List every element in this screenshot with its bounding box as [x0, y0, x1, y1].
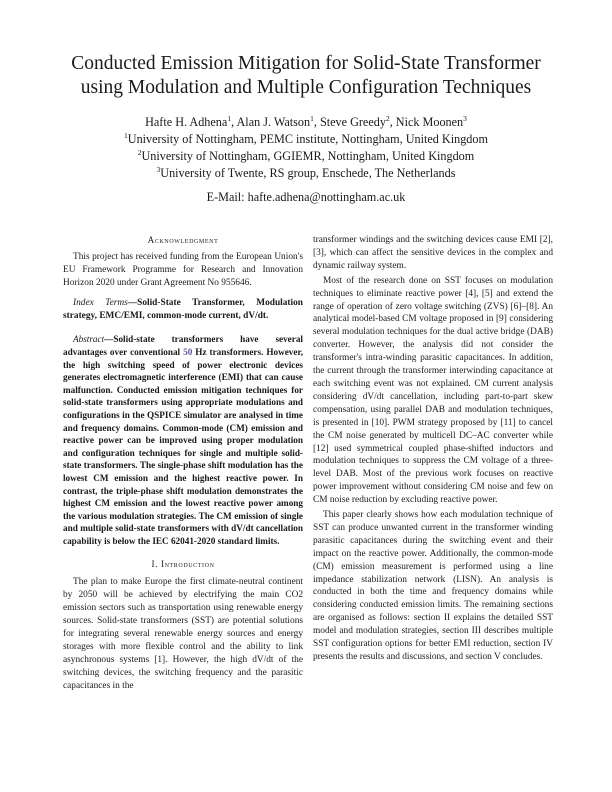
- title-line-2: using Modulation and Multiple Configuration Techniques: [80, 77, 532, 98]
- abstract: [63, 333, 303, 547]
- introduction-paragraph-3: This paper clearly shows how each modulation technique of SST can produce unwanted current in the transformer winding parasitic capacitances during the switching event and their impact on the reactive power. Additionally, the common-mode (CM) emission measurement is performed using a line impedance stabilization network (LISN). An analysis is conducted in both the time and frequency domains while considering conducted emission limits. The remaining sections are organised as follows: section II explains the detailed SST model and modulation strategies, section III describes multiple SST configuration options for better EMI reduction, section IV presents the results and discussions, and section V concludes.: [313, 510, 553, 662]
- author-names: Hafte H. Adhena$^1$, Alan J. Watson$^1$, Steve Greedy$^2$, Nick Moonen$^3$: [145, 114, 467, 129]
- affiliation-mark: 1: [124, 131, 128, 140]
- index-terms-lead: Index Terms: [73, 297, 128, 308]
- affiliation: [40, 131, 572, 148]
- author-name: Steve Greedy: [319, 115, 386, 129]
- author-affiliation-mark: 2: [385, 114, 390, 123]
- author-name: Hafte H. Adhena: [145, 115, 228, 129]
- affiliation-mark: 3: [156, 165, 161, 174]
- introduction-paragraph-2: Most of the research done on SST focuses on modulation techniques to eliminate reactive power [4], [5] and extend the range of operation of zero voltage switching (ZVS) [6]–[8]. An analytical model-based CM voltage proposed in [9] considering several modulation techniques for the dual active bridge (DAB) converter. However, the analysis did not consider the transformer's intra-winding parasitic capacitances. In addition, the current through the transformer interwinding capacitance at each switching event was not explained. CM current analysis considering dV/dt cancellation, including part-to-part skew compensation, using parallel DAB and modulation techniques, is presented in [10]. PWM strategy proposed by [11] to cancel the CM noise generated by multicell DC–AC converter while [12] used symmetrical coupled phase-shifted inductors and modulation techniques to suppress the CM voltage of a three-level DAB. Most of the previous work focuses on reactive power improvement without considering CM noise and few on CM noise reduction by excluding reactive power.: [313, 275, 553, 506]
- right-column: [313, 234, 553, 664]
- introduction-paragraph-1-continued: transformer windings and the switching devices cause EMI [2], [3], which can affect the sensitive devices in the complex and dynamic railway system.: [313, 235, 553, 271]
- author-email: E-Mail: hafte.adhena@nottingham.ac.uk: [206, 190, 406, 204]
- abstract-text-start: —Solid-state transformers have several advantages over conventional: [63, 334, 303, 358]
- affiliation-text: University of Nottingham, GGIEMR, Nottingham, United Kingdom: [141, 149, 475, 163]
- author-affiliation-mark: 1: [227, 114, 232, 123]
- index-terms: [63, 297, 303, 323]
- affiliation: [40, 165, 572, 182]
- abstract-lead: Abstract: [73, 334, 105, 345]
- affiliation: [40, 148, 572, 165]
- affiliation-text: University of Twente, RS group, Enschede, The Netherlands: [160, 166, 456, 180]
- author-affiliation-mark: 3: [463, 114, 467, 123]
- acknowledgment-text: This project has received funding from the European Union's EU Framework Programme for Research and Innovation Horizon 2020 under Grant Agreement No 955646.: [63, 251, 303, 288]
- author-name: Nick Moonen: [395, 115, 464, 129]
- title-line-1: Conducted Emission Mitigation for Solid-State Transformer: [71, 53, 541, 74]
- left-column: [63, 234, 303, 693]
- author-block: [40, 114, 572, 206]
- abstract-text-end: Hz transformers. However, the high switching speed of power electronic devices generates electromagnetic interference (EMI) that can cause malfunction. Conducted emission mitigation techniques for solid-state transformers using appropriate modulations and configurations in the QSPICE simulator are analysed in time and frequency domains. Common-mode (CM) emission and reactive power can be improved using proper modulation and configuration techniques for single and multiple solid-state transformers. The single-phase shift modulation has the lowest CM emission and the highest reactive power. In contrast, the triple-phase shift modulation demonstrates the highest CM emission and the lowest reactive power among the various modulation strategies. The CM emission of single and multiple solid-state transformers with dV/dt cancellation capability is below the IEC 62041-2020 standard limits.: [63, 347, 303, 546]
- introduction-heading: I. Introduction: [151, 558, 215, 569]
- acknowledgment-heading: Acknowledgment: [147, 235, 219, 245]
- affiliation-text: University of Nottingham, PEMC institute, Nottingham, United Kingdom: [127, 132, 488, 146]
- index-terms-text: —Solid-State Transformer, Modulation strategy, EMC/EMI, common-mode current, dV/dt.: [63, 297, 304, 321]
- author-affiliation-mark: 1: [310, 114, 314, 123]
- paper-title: [40, 52, 572, 100]
- author-name: Alan J. Watson: [236, 115, 311, 129]
- introduction-paragraph-1: The plan to make Europe the first climate-neutral continent by 2050 will be achieved by electrifying the main CO2 emission sectors such as transportation using renewable energy sources. Solid-state transformers (SST) are potential solutions for integrating several renewable energy sources and energy storages with more flexible control and the ability to link asynchronous systems [1]. However, the high dV/dt of the switching devices, the switching frequency and the parasitic capacitances in the: [63, 577, 303, 691]
- abstract-highlight: 50: [183, 347, 193, 358]
- affiliation-mark: 2: [137, 148, 142, 157]
